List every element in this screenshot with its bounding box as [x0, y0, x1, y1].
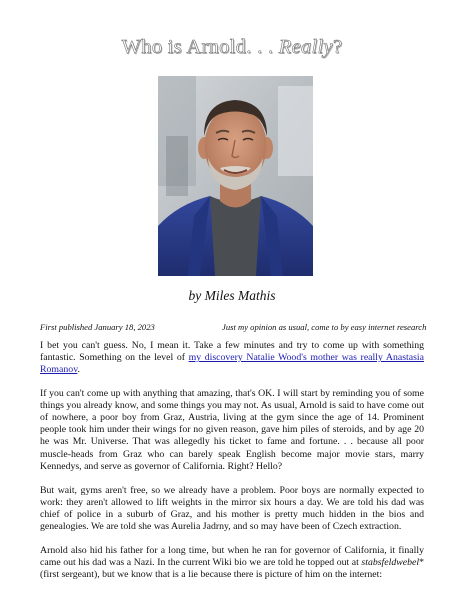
byline: by Miles Mathis — [188, 288, 276, 303]
portrait-photo-icon — [158, 76, 313, 276]
rank-term: stabsfeldwebel — [361, 556, 420, 568]
paragraph-1-text: I bet you can't guess. No, I mean it. Take a few minutes and try to come up with something fantastic. Something on the level of — [40, 340, 424, 364]
page-title — [0, 36, 464, 59]
paragraph-3: But wait, gyms aren't free, so we already have a problem. Poor boys are normally expected to work: they aren't allowed to lift weights in the mirror six hours a day. We are told his dad was chief of police in a suburb of Graz, and his mother is pretty much hidden in the bios and genealogies. We are told she was Aurelia Jadrny, and so may have been of Czech extraction. — [40, 484, 424, 532]
title-suffix: ? — [332, 36, 343, 58]
paragraph-4-text: Arnold also hid his father for a long time, but when he ran for governor of California, it finally came out his dad was a Nazi. In the current Wiki bio we are told he topped out at — [40, 544, 424, 568]
natalie-wood-link[interactable]: my discovery Natalie Wood's mother was really Anastasia Romanov — [40, 352, 424, 376]
publication-meta — [40, 322, 427, 332]
article-body — [40, 340, 424, 593]
title-emphasis: Really — [278, 36, 333, 58]
paragraph-2: If you can't come up with anything that amazing, that's OK. I will start by reminding you of some things you already know, and some things you may not. As usual, Arnold is said to have come out of nowhere, a poor boy from Graz, Austria, living at the gym since the age of 14. Prominent people took him under their wings for no given reason, gave him piles of steroids, and by age 20 he was Mr. Universe. That was allegedly his ticket to fame and fortune. . . because all poor muscle-heads from Graz who can barely speak English become major movie stars, marry Kennedys, and serve as governor of California. Right? Hello? — [40, 388, 424, 472]
title-main: Who is Arnold. . . — [121, 36, 279, 58]
paragraph-1-after: . — [77, 364, 80, 376]
portrait-photo — [158, 76, 313, 276]
paragraph-4-after: * (first sergeant), but we know that is a lie because there is picture of him on the internet: — [40, 556, 424, 580]
opinion-note: Just my opinion as usual, come to by easy internet research — [222, 322, 427, 332]
paragraph-4 — [40, 545, 424, 581]
published-date: First published January 18, 2023 — [40, 322, 155, 332]
paragraph-1 — [40, 340, 424, 376]
